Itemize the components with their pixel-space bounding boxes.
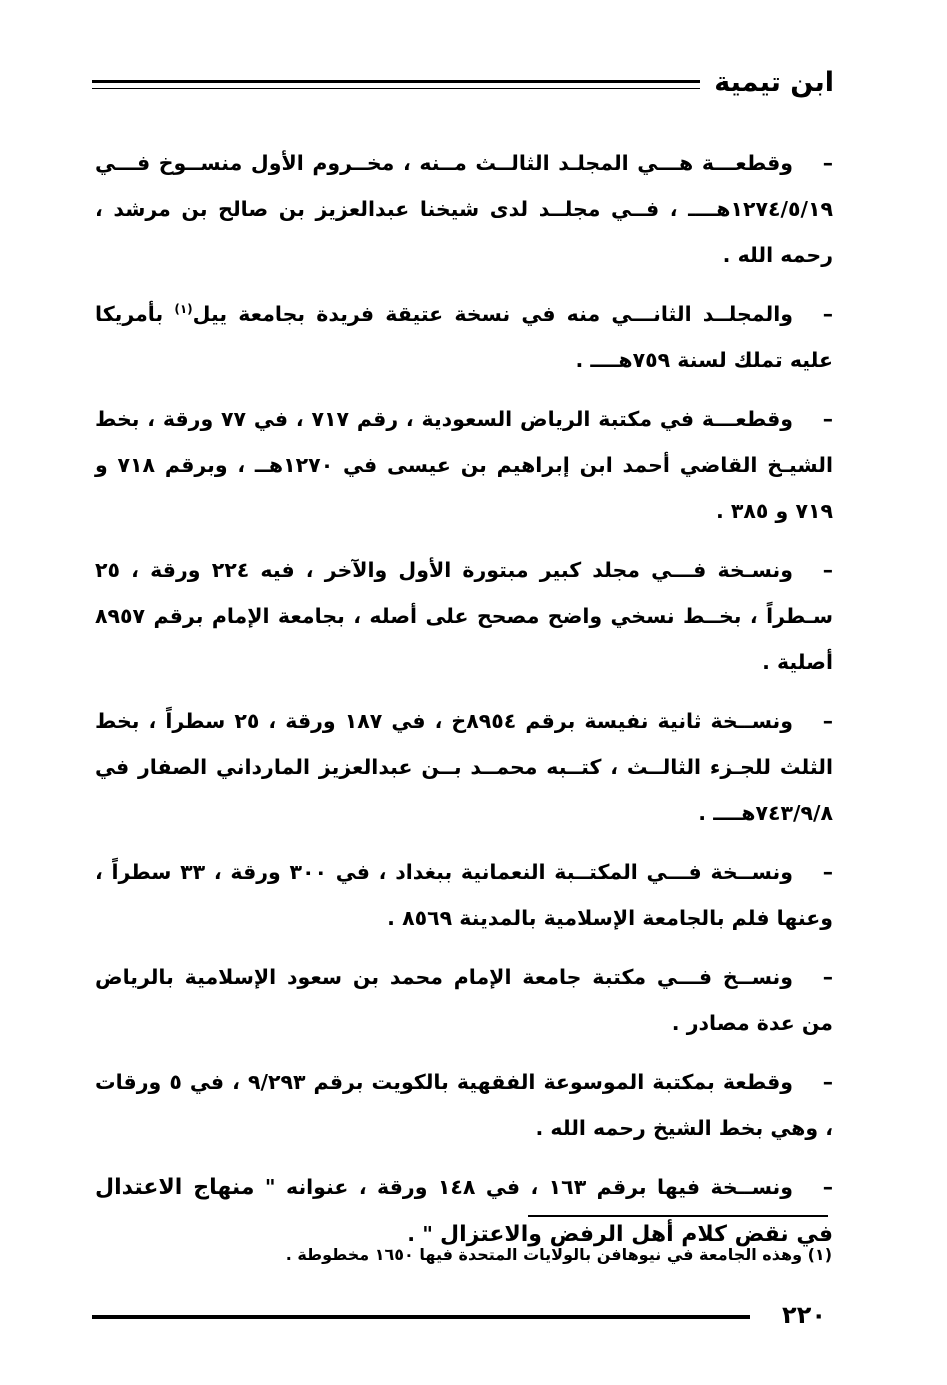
- paragraph-text: ونســخة ثانية نفيسة برقم ٨٩٥٤خ ، في ١٨٧ ورقة ، ٢٥ سطراً ، بخط الثلث للجـزء الثالــث ، كتــبه محمــد بــن عبدالعزيز المارداني الصفار في ٧٤٣/٩/٨هــــ .: [95, 709, 833, 825]
- footer-rule: [92, 1315, 750, 1319]
- body-text: [95, 140, 833, 1271]
- paragraph-text: وقطعة بمكتبة الموسوعة الفقهية بالكويت برقم ٩/٢٩٣ ، في ٥ ورقات ، وهي بخط الشيخ رحمه الله .: [95, 1070, 833, 1140]
- dash-marker: –: [822, 302, 834, 326]
- paragraph-1: [95, 140, 833, 278]
- paragraph-text: وقطعـــة في مكتبة الرياض السعودية ، رقم ٧١٧ ، في ٧٧ ورقة ، بخط الشيـخ القاضي أحمد ابن إبراهيم بن عيسى في ١٢٧٠هــ ، وبرقم ٧١٨ و ٧١٩ و ٣٨٥ .: [95, 407, 833, 523]
- dash-marker: –: [822, 709, 833, 733]
- book-title: منهاج الاعتدال في نقض كلام أهل الرفض والاعتزال: [95, 1175, 833, 1247]
- paragraph-7: [95, 954, 833, 1046]
- dash-marker: –: [822, 151, 833, 175]
- paragraph-text: والمجلــد الثانـــي منه في نسخة عتيقة فريدة بجامعة ييل: [192, 302, 794, 326]
- page-number: ٢٢٠: [782, 1301, 826, 1329]
- running-title: ابن تيمية: [714, 67, 834, 98]
- dash-marker: –: [822, 1070, 834, 1094]
- header-rule: [92, 80, 700, 89]
- paragraph-text: ونســخة فـــي المكتــبة النعمانية ببغداد ، في ٣٠٠ ورقة ، ٣٣ سطراً ، وعنها فلم بالجامعة الإسلامية بالمدينة ٨٥٦٩ .: [95, 860, 833, 930]
- paragraph-text: " .: [407, 1222, 441, 1246]
- paragraph-text: ونسـخة فـــي مجلد كبير مبتورة الأول والآخر ، فيه ٢٢٤ ورقة ، ٢٥ سـطراً ، بخــط نسخي واضح مصحح على أصله ، بجامعة الإمام برقم ٨٩٥٧ أصلية .: [95, 558, 833, 674]
- dash-marker: –: [822, 407, 833, 431]
- page-footer: [92, 1295, 834, 1335]
- footnote-separator: [528, 1215, 828, 1217]
- paragraph-text: ونســخ فـــي مكتبة جامعة الإمام محمد بن سعود الإسلامية بالرياض من عدة مصادر .: [95, 965, 833, 1035]
- paragraph-3: [95, 396, 833, 534]
- paragraph-text: وقطعـــة هـــي المجلـد الثالــث مــنه ، مخــروم الأول منســوخ فـــي ١٢٧٤/٥/١٩هــــ ، فــي مجلــد لدى شيخنا عبدالعزيز بن صالح بن مرشد ، رحمه الله .: [95, 151, 833, 267]
- dash-marker: –: [822, 860, 833, 884]
- dash-marker: –: [822, 558, 833, 582]
- paragraph-4: [95, 547, 833, 685]
- footnote-reference: (١): [174, 302, 193, 316]
- paragraph-8: [95, 1059, 833, 1151]
- paragraph-2: [95, 291, 833, 383]
- paragraph-5: [95, 698, 833, 836]
- footnote: [132, 1240, 832, 1270]
- paragraph-text: ونســخة فيها برقم ١٦٣ ، في ١٤٨ ورقة ، عنوانه ": [254, 1175, 793, 1199]
- paragraph-6: [95, 849, 833, 941]
- page-header: [92, 58, 834, 108]
- footnote-number: (١): [807, 1245, 832, 1264]
- footnote-text: وهذه الجامعة في نيوهافن بالولايات المتحدة فيها ١٦٥٠ مخطوطة .: [285, 1245, 803, 1264]
- paragraph-text: بأمريكا عليه تملك لسنة ٧٥٩هــــ .: [95, 302, 833, 372]
- dash-marker: –: [822, 965, 833, 989]
- dash-marker: –: [822, 1175, 833, 1199]
